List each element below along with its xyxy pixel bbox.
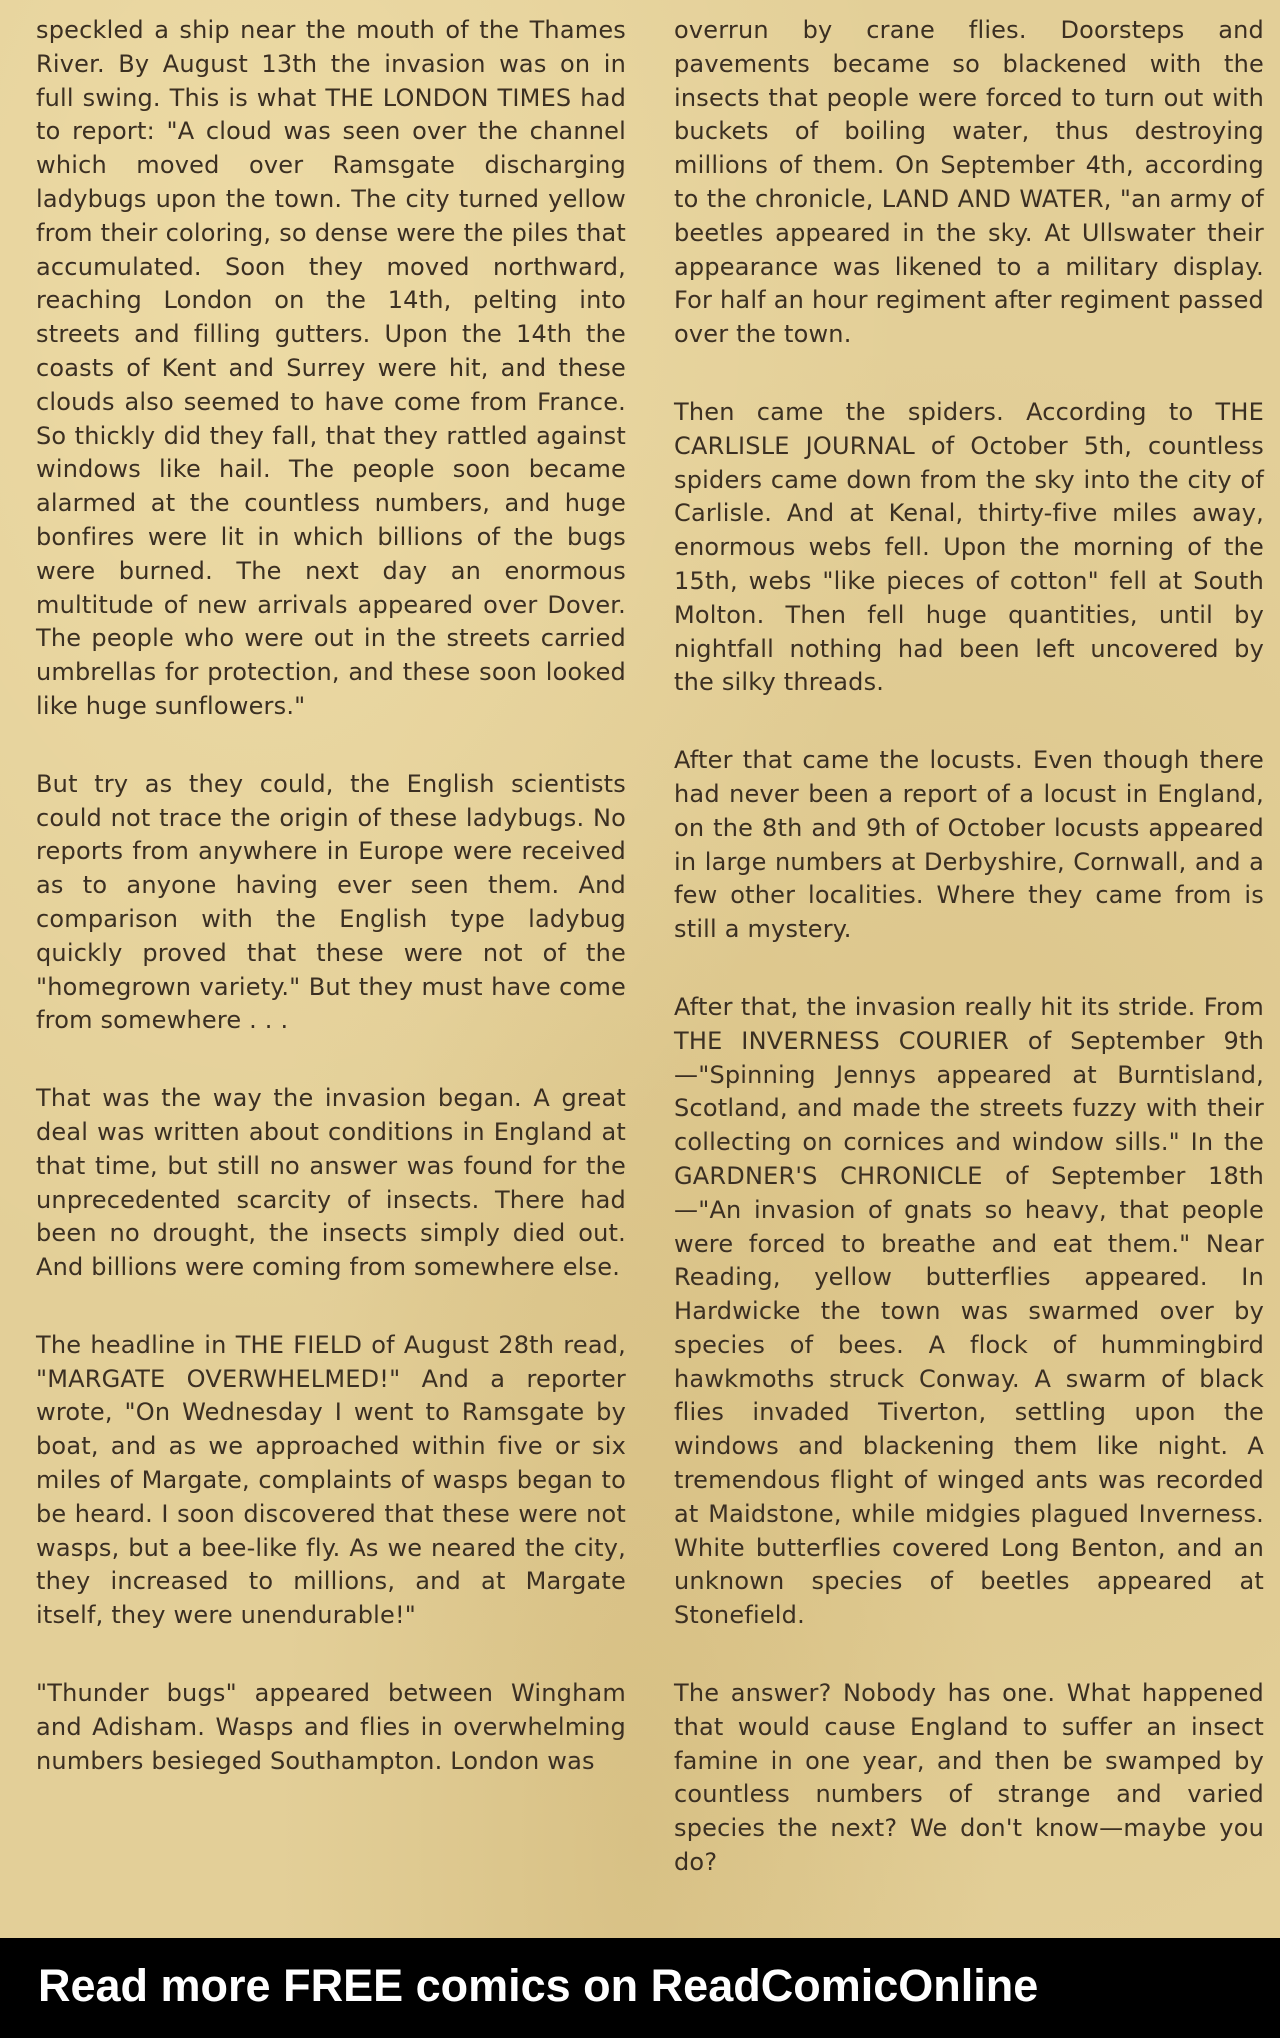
left-column <box>36 14 626 1822</box>
paragraph: After that came the locusts. Even though there had never been a report of a locust in England, on the 8th and 9th of October locusts appeared in large numbers at Derbyshire, Cornwall, and a few other localities. Where they came from is still a mystery. <box>674 746 1264 944</box>
paragraph: The headline in THE FIELD of August 28th read, "MARGATE OVERWHELMED!" And a reporter wrote, "On Wednesday I went to Ramsgate by boat, and as we approached within five or six miles of Margate, complaints of wasps began to be heard. I soon discovered that these were not wasps, but a bee-like fly. As we neared the city, they increased to millions, and at Margate itself, they were unendurable!" <box>36 1330 626 1630</box>
banner-text[interactable]: Read more FREE comics on ReadComicOnline <box>38 1960 1039 2011</box>
paragraph: The answer? Nobody has one. What happened that would cause England to suffer an insect famine in one year, and then be swamped by countless numbers of strange and varied species the next? We don't know—maybe you do? <box>674 1679 1264 1877</box>
paragraph: "Thunder bugs" appeared between Wingham and Adisham. Wasps and flies in overwhelming numbers besieged Southampton. London was <box>36 1679 626 1775</box>
paragraph: That was the way the invasion began. A great deal was written about conditions in England at that time, but still no answer was found for the unprecedented scarcity of insects. There had been no drought, the insects simply died out. And billions were coming from somewhere else. <box>36 1084 626 1282</box>
right-column <box>674 14 1264 1924</box>
paragraph: Then came the spiders. According to THE CARLISLE JOURNAL of October 5th, countless spiders came down from the sky into the city of Carlisle. And at Kenal, thirty-five miles away, enormous webs fell. Upon the morning of the 15th, webs "like pieces of cotton" fell at South Molton. Then fell huge quantities, until by nightfall nothing had been left uncovered by the silky threads. <box>674 397 1264 697</box>
paragraph: speckled a ship near the mouth of the Thames River. By August 13th the invasion was on in full swing. This is what THE LONDON TIMES had to report: "A cloud was seen over the channel which moved over Ramsgate discharging ladybugs upon the town. The city turned yellow from their coloring, so dense were the piles that accumulated. Soon they moved northward, reaching London on the 14th, pelting into streets and filling gutters. Upon the 14th the coasts of Kent and Surrey were hit, and these clouds also seemed to have come from France. So thickly did they fall, that they rattled against windows like hail. The people soon became alarmed at the countless numbers, and huge bonfires were lit in which billions of the bugs were burned. The next day an enormous multitude of new arrivals appeared over Dover. The people who were out in the streets carried umbrellas for protection, and these soon looked like huge sunflowers." <box>36 16 626 720</box>
promo-banner[interactable] <box>0 1938 1280 2038</box>
paragraph: But try as they could, the English scientists could not trace the origin of these ladybugs. No reports from anywhere in Europe were received as to anyone having ever seen them. And comparison with the English type ladybug quickly proved that these were not of the "homegrown variety." But they must have come from somewhere . . . <box>36 769 626 1035</box>
paragraph: overrun by crane flies. Doorsteps and pavements became so blackened with the insects that people were forced to turn out with buckets of boiling water, thus destroying millions of them. On September 4th, according to the chronicle, LAND AND WATER, "an army of beetles appeared in the sky. At Ullswater their appearance was likened to a military display. For half an hour regiment after regiment passed over the town. <box>674 16 1264 349</box>
paragraph: After that, the invasion really hit its stride. From THE INVERNESS COURIER of September 9th—"Spinning Jennys appeared at Burntisland, Scotland, and made the streets fuzzy with their collecting on cornices and window sills." In the GARDNER'S CHRONICLE of September 18th—"An invasion of gnats so heavy, that people were forced to breathe and eat them." Near Reading, yellow butterflies appeared. In Hardwicke the town was swarmed over by species of bees. A flock of hummingbird hawkmoths struck Conway. A swarm of black flies invaded Tiverton, settling upon the windows and blackening them like night. A tremendous flight of winged ants was recorded at Maidstone, while midgies plagued Inverness. White butterflies covered Long Benton, and an unknown species of beetles appeared at Stonefield. <box>674 992 1264 1630</box>
